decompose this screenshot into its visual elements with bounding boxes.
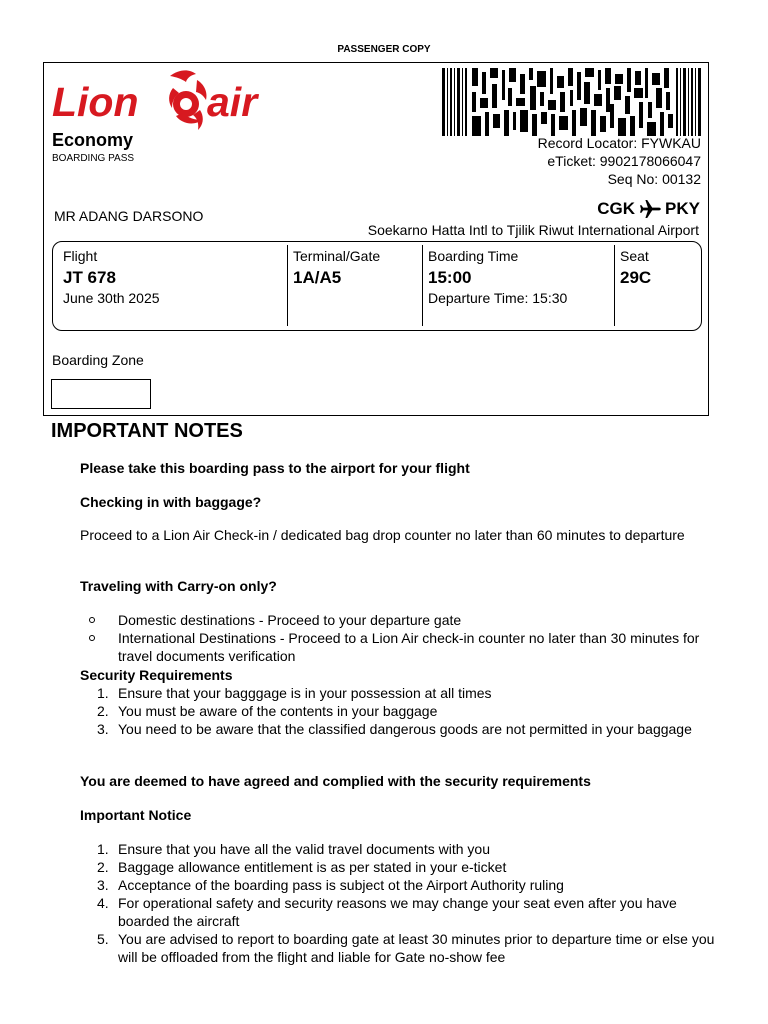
list-item: 1. Ensure that your bagggage is in your possession at all times: [97, 685, 492, 701]
baggage-heading: Checking in with baggage?: [80, 494, 262, 510]
notes-title: IMPORTANT NOTES: [51, 420, 243, 442]
boarding-zone-label: Boarding Zone: [52, 352, 144, 368]
boarding-time-value: 15:00: [428, 268, 472, 287]
baggage-text: Proceed to a Lion Air Check-in / dedicated bag drop counter no later than 60 minutes to departure: [80, 527, 685, 543]
notice-heading: Important Notice: [80, 807, 192, 823]
list-item: 1. Ensure that you have all the valid travel documents with you: [97, 841, 490, 857]
list-item: International Destinations - Proceed to a Lion Air check-in counter no later than 30 minutes for travel documents verification: [80, 629, 730, 665]
take-pass-note: Please take this boarding pass to the airport for your flight: [80, 460, 470, 476]
divider: [422, 245, 423, 326]
plane-icon: [639, 199, 661, 219]
barcode: [440, 68, 702, 136]
seat-value: 29C: [620, 268, 652, 287]
svg-text:air: air: [207, 79, 258, 125]
divider: [287, 245, 288, 326]
list-item: 4. For operational safety and security reasons we may change your seat even after you have boarded the aircraft: [97, 895, 677, 929]
travel-class: Economy: [52, 130, 134, 150]
booking-info: [538, 134, 701, 188]
airports: Soekarno Hatta Intl to Tjilik Riwut International Airport: [367, 222, 699, 238]
boarding-zone-box: [51, 379, 151, 409]
list-item: 2. Baggage allowance entitlement is as per stated in your e-ticket: [97, 859, 507, 875]
list-item: Domestic destinations - Proceed to your departure gate: [80, 611, 730, 629]
terminal-gate-label: Terminal/Gate: [293, 248, 381, 264]
lion-air-logo: [52, 66, 274, 134]
route: [597, 199, 700, 219]
list-item: 5. You are advised to report to boarding gate at least 30 minutes prior to departure time or else you will be offloaded from the flight and liable for Gate no-show fee: [97, 931, 715, 965]
passenger-name: MR ADANG DARSONO: [54, 208, 204, 224]
seat-label: Seat: [620, 248, 649, 264]
carryon-list: [80, 611, 730, 665]
flight-label: Flight: [63, 248, 98, 264]
notice-list: [80, 840, 730, 966]
departure-time: Departure Time: 15:30: [428, 290, 568, 306]
boarding-time-label: Boarding Time: [428, 248, 519, 264]
svg-text:Lion: Lion: [52, 79, 139, 125]
flight-date: June 30th 2025: [63, 290, 160, 306]
sequence-number: Seq No: 00132: [607, 171, 701, 187]
security-heading: Security Requirements: [80, 667, 233, 683]
passenger-copy-label: PASSENGER COPY: [337, 44, 431, 55]
destination-code: PKY: [665, 199, 700, 218]
eticket-number: eTicket: 9902178066047: [547, 153, 701, 169]
terminal-gate-value: 1A/A5: [293, 268, 342, 287]
origin-code: CGK: [597, 199, 636, 218]
list-item: 3. You need to be aware that the classified dangerous goods are not permitted in your baggage: [97, 721, 692, 737]
agreed-note: You are deemed to have agreed and complied with the security requirements: [80, 773, 591, 789]
list-item: 3. Acceptance of the boarding pass is subject ot the Airport Authority ruling: [97, 877, 564, 893]
divider: [614, 245, 615, 326]
list-item: 2. You must be aware of the contents in your baggage: [97, 703, 438, 719]
carryon-heading: Traveling with Carry-on only?: [80, 578, 277, 594]
flight-number: JT 678: [63, 268, 116, 287]
security-list: [80, 684, 730, 738]
boarding-pass-label: BOARDING PASS: [52, 153, 135, 164]
record-locator: Record Locator: FYWKAU: [537, 135, 701, 151]
